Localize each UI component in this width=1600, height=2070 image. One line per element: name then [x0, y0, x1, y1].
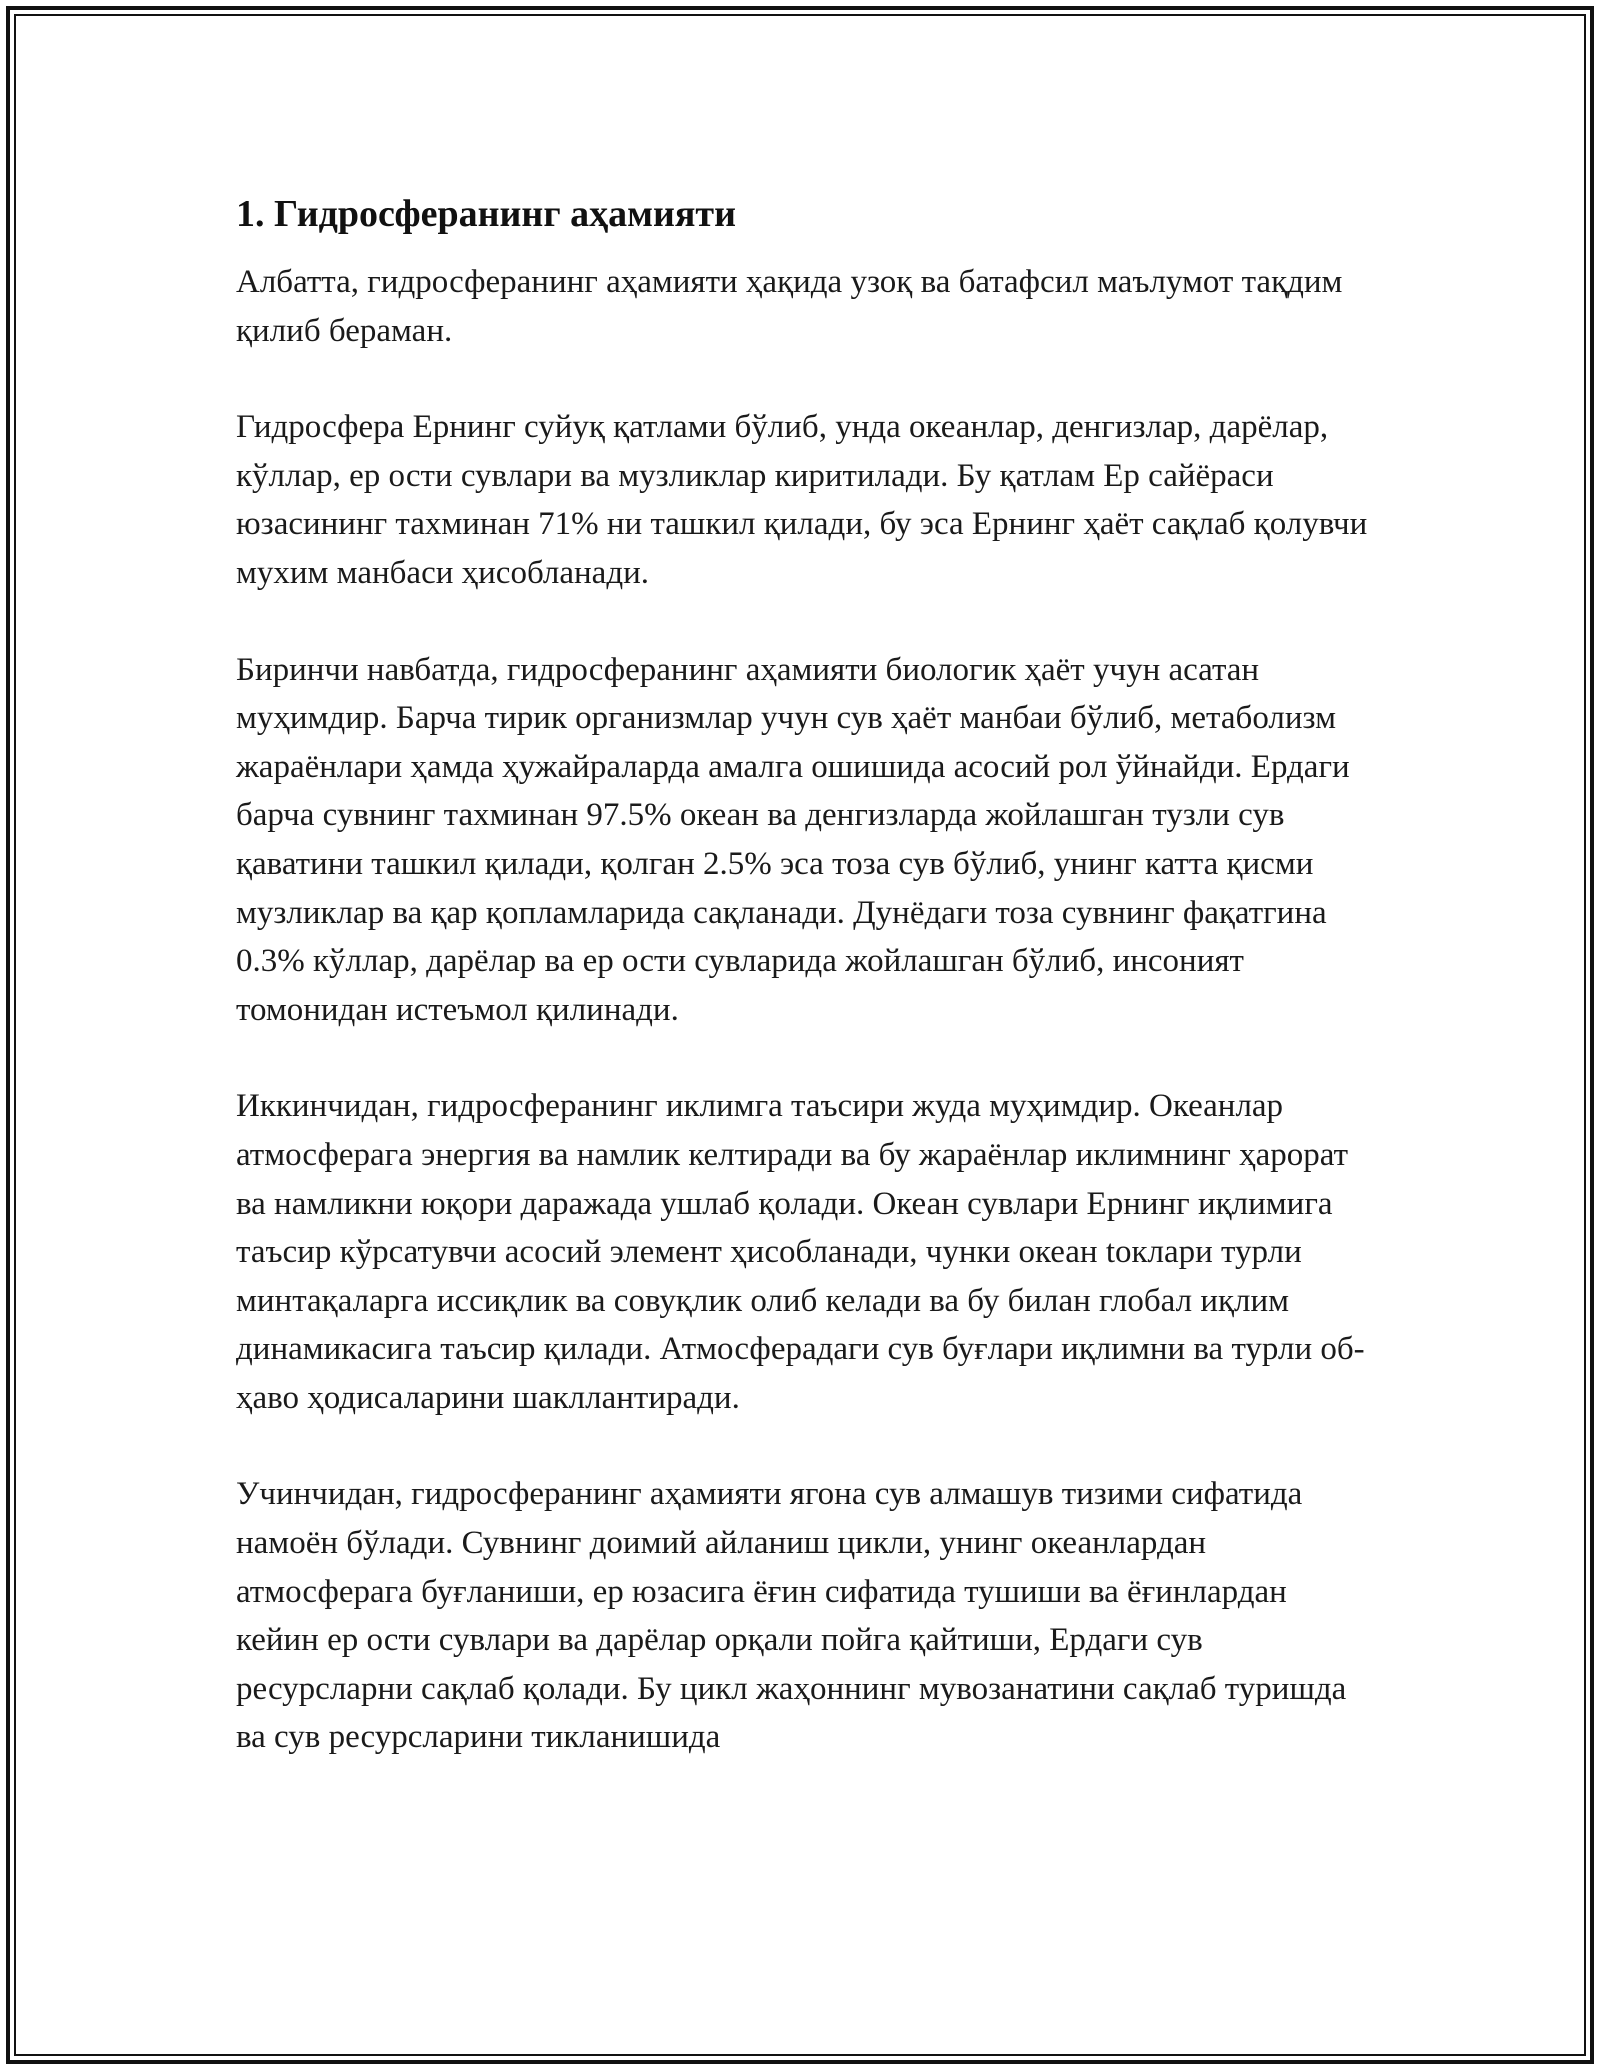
- paragraph-intro: Албатта, гидросферанинг аҳамияти ҳақида узоқ ва батафсил маълумот тақдим қилиб бераман.: [236, 264, 1343, 349]
- section-heading: 1. Гидросферанинг аҳамияти: [236, 193, 736, 235]
- document-body: [236, 188, 1376, 1810]
- paragraph-first-point: Биринчи навбатда, гидросферанинг аҳамияти биологик ҳаёт учун асатан муҳимдир. Барча тирик организмлар учун сув ҳаёт манбаи бўлиб, метаболизм жараёнлари ҳамда ҳужайраларда амалга ошишида асосий рол ўйнайди. Ердаги барча сувнинг тахминан 97.5% океан ва денгизларда жойлашган тузли сув қаватини ташкил қилади, қолган 2.5% эса тоза сув бўлиб, унинг катта қисми музликлар ва қар қопламларида сақланади. Дунёдаги тоза сувнинг фақатгина 0.3% кўллар, дарёлар ва ер ости сувларида жойлашган бўлиб, инсоният томонидан истеъмол қилинади.: [236, 651, 1350, 1028]
- paragraph-third-point: Учинчидан, гидросферанинг аҳамияти ягона сув алмашув тизими сифатида намоён бўлади. Сувнинг доимий айланиш цикли, унинг океанлардан атмосферага буғланиши, ер юзасига ёғин сифатида тушиши ва ёғинлардан кейин ер ости сувлари ва дарёлар орқали пойга қайтиши, Ердаги сув ресурсларни сақлаб қолади. Бу цикл жаҳоннинг мувозанатини сақлаб туришда ва сув ресурсларини тикланишида: [236, 1476, 1347, 1756]
- paragraph-second-point: Иккинчидан, гидросферанинг иклимга таъсири жуда муҳимдир. Океанлар атмосферага энергия ва намлик келтиради ва бу жараёнлар иклимнинг ҳарорат ва намликни юқори даражада ушлаб қолади. Океан сувлари Ернинг иқлимига таъсир кўрсатувчи асосий элемент ҳисобланади, чунки океан toклари турли минтақаларга иссиқлик ва совуқлик олиб келади ва бу билан глобал иқлим динамикасига таъсир қилади. Атмосферадаги сув буғлари иқлимни ва турли об-ҳаво ҳодисаларини шакллантиради.: [236, 1088, 1365, 1416]
- paragraph-definition: Гидросфера Ернинг суйуқ қатлами бўлиб, унда океанлар, денгизлар, дарёлар, кўллар, ер ости сувлари ва музликлар киритилади. Бу қатлам Ер сайёраси юзасининг тахминан 71% ни ташкил қилади, бу эса Ернинг ҳаёт сақлаб қолувчи мухим манбаси ҳисобланади.: [236, 409, 1368, 591]
